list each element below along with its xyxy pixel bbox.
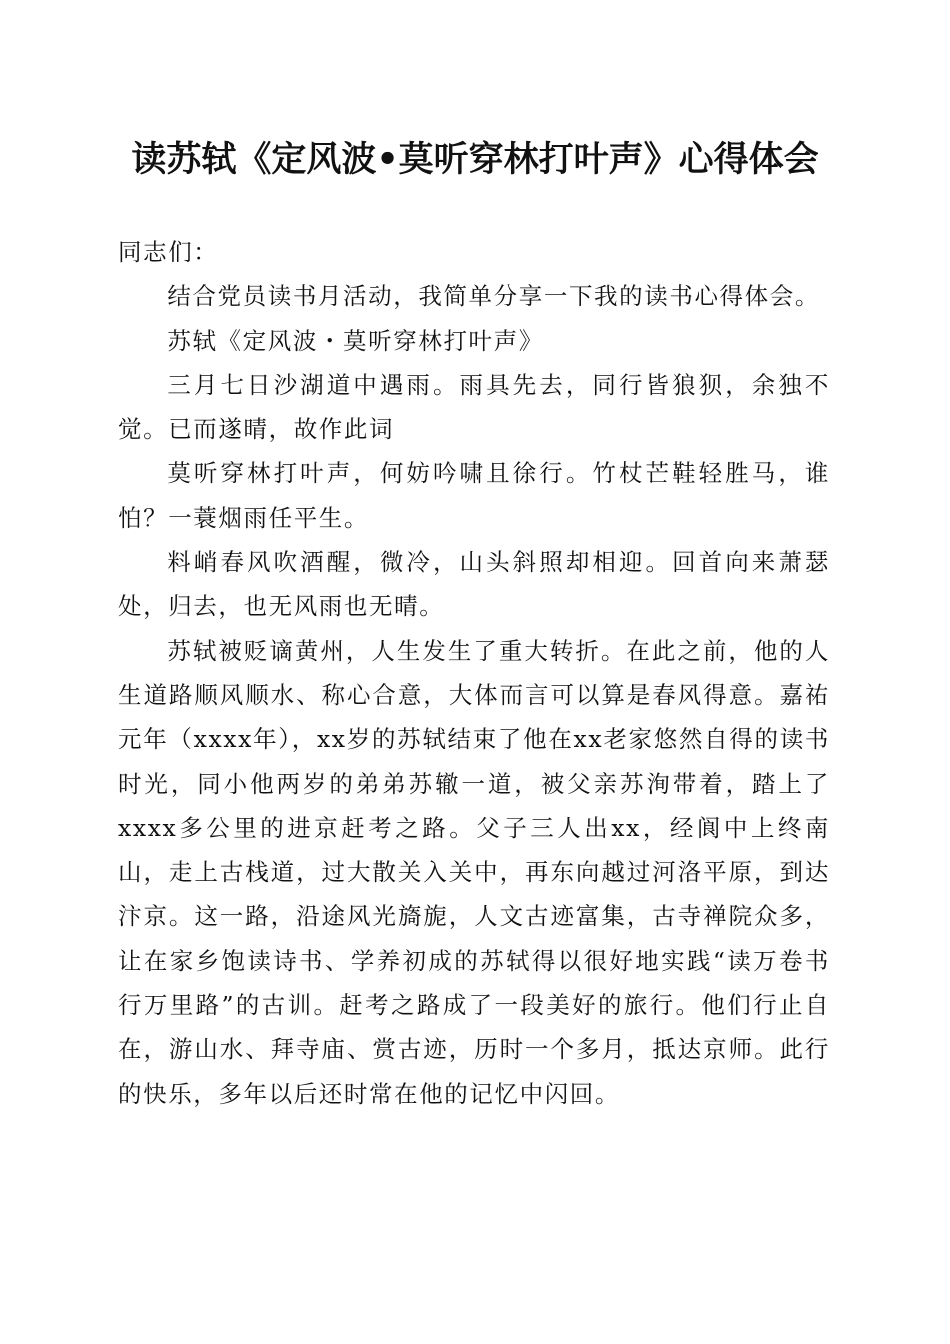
document-title: 读苏轼《定风波•莫听穿林打叶声》心得体会: [131, 139, 819, 180]
poem-title: 苏轼《定风波・莫听穿林打叶声》: [167, 326, 544, 355]
paragraph-intro: 结合党员读书月活动，我简单分享一下我的读书心得体会。: [167, 282, 820, 311]
document-body: [118, 230, 830, 1116]
poem-stanza-2: 料峭春风吹酒醒，微冷，山头斜照却相迎。回首向来萧瑟处，归去，也无风雨也无晴。: [118, 548, 830, 621]
poem-stanza-1: 莫听穿林打叶声，何妨吟啸且徐行。竹杖芒鞋轻胜马，谁怕？一蓑烟雨任平生。: [118, 459, 830, 532]
poem-preface: 三月七日沙湖道中遇雨。雨具先去，同行皆狼狈，余独不觉。已而遂晴，故作此词: [118, 370, 830, 444]
salutation: 同志们：: [118, 238, 219, 266]
paragraph-commentary: 苏轼被贬谪黄州，人生发生了重大转折。在此之前，他的人生道路顺风顺水、称心合意，大体而言可以算是春风得意。嘉祐元年（xxxx年），xx岁的苏轼结束了他在xx老家悠然自得的读书时光，同小他两岁的弟弟苏辙一道，被父亲苏洵带着，踏上了xxxx多公里的进京赶考之路。父子三人出xx，经阆中上终南山，走上古栈道，过大散关入关中，再东向越过河洛平原，到达汴京。这一路，沿途风光旖旎，人文古迹富集，古寺禅院众多，让在家乡饱读诗书、学养初成的苏轼得以很好地实践“读万卷书行万里路”的古训。赶考之路成了一段美好的旅行。他们行止自在，游山水、拜寺庙、赏古迹，历时一个多月，抵达京师。此行的快乐，多年以后还时常在他的记忆中闪回。: [118, 636, 830, 1108]
